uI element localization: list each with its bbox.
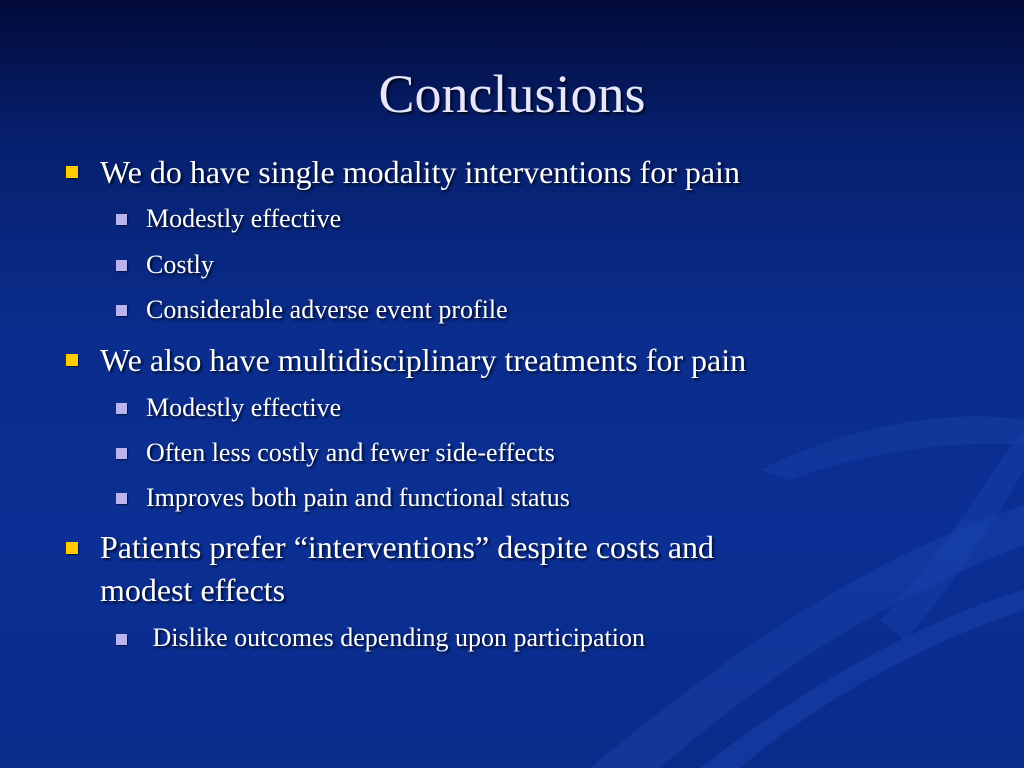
bullet-text-line-1: Patients prefer “interventions” despite costs and: [100, 529, 715, 565]
sub-bullet-text: Dislike outcomes depending upon participation: [146, 623, 645, 652]
sub-bullet-text: Improves both pain and functional status: [146, 483, 570, 512]
square-bullet-icon: [66, 542, 78, 554]
small-square-bullet-icon: [116, 260, 127, 271]
square-bullet-icon: [66, 166, 78, 178]
square-bullet-icon: [66, 354, 78, 366]
small-square-bullet-icon: [116, 403, 127, 414]
sub-bullet-text: Modestly effective: [146, 204, 342, 233]
slide-title: Conclusions: [378, 64, 646, 124]
small-square-bullet-icon: [116, 305, 127, 316]
sub-bullet-text: Costly: [146, 250, 214, 279]
sub-bullet-text: Modestly effective: [146, 393, 342, 422]
small-square-bullet-icon: [116, 214, 127, 225]
bullet-text-line-2: modest effects: [100, 572, 286, 608]
small-square-bullet-icon: [116, 493, 127, 504]
bullet-text: We also have multidisciplinary treatments for pain: [100, 342, 747, 378]
small-square-bullet-icon: [116, 634, 127, 645]
sub-bullet-text: Considerable adverse event profile: [146, 295, 508, 324]
bullet-text: We do have single modality interventions for pain: [100, 154, 740, 190]
small-square-bullet-icon: [116, 448, 127, 459]
sub-bullet-text: Often less costly and fewer side-effects: [146, 438, 555, 467]
